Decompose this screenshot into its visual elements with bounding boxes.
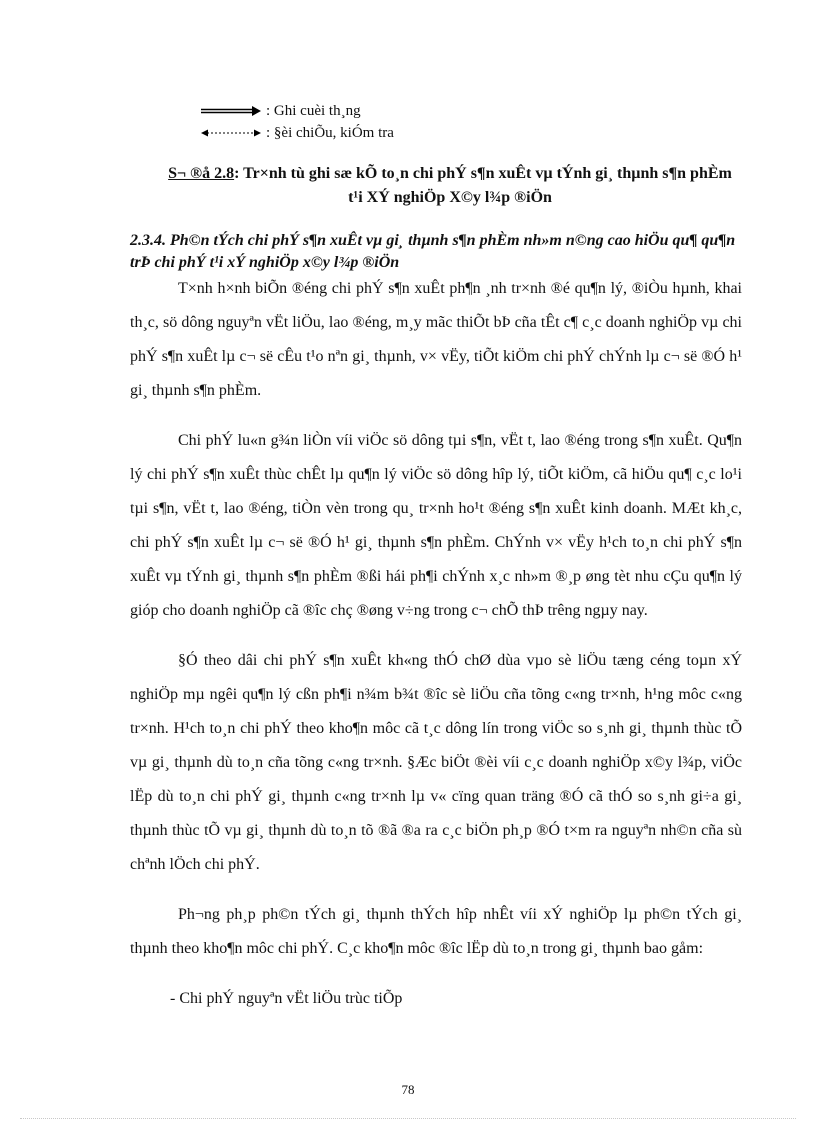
diagram-legend	[200, 100, 394, 144]
paragraph: Chi phÝ lu«n g¾n liÒn víi viÖc sö dông tµi s¶n, vËt t, lao ®éng trong s¶n xuÊt. Qu¶n lý chi phÝ s¶n xuÊt thùc chÊt lµ qu¶n lý viÖc sö dông hîp lý, tiÕt kiÖm, cã hiÖu qu¶ c¸c lo¹i tµi s¶n, vËt t, lao ®éng, tiÒn vèn trong qu¸ tr×nh ho¹t ®éng s¶n xuÊt kinh doanh. MÆt kh¸c, chi phÝ s¶n xuÊt lµ c¬ së ®Ó h¹ gi¸ thµnh s¶n phÈm. ChÝnh v× vËy h¹ch to¸n chi phÝ s¶n xuÊt vµ tÝnh gi¸ thµnh s¶n phÈm ®ßi hái ph¶i chÝnh x¸c nh»m ®¸p øng tèt nhu cÇu qu¶n lý gióp cho doanh nghiÖp cã ®îc chç ®øng v÷ng trong c¬ chÕ thÞ trêng ngµy nay.	[130, 432, 742, 619]
dotted-double-arrow-icon	[200, 127, 262, 139]
caption-text: : Tr×nh tù ghi sæ kÕ to¸n chi phÝ s¶n xuÊt vµ tÝnh gi¸ thµnh s¶n phÈm t¹i XÝ nghiÖp X©y l¾p ®iÖn	[234, 165, 732, 206]
paragraph: T×nh h×nh biÕn ®éng chi phÝ s¶n xuÊt ph¶n ¸nh tr×nh ®é qu¶n lý, ®iÒu hµnh, khai th¸c, sö dông nguyªn vËt liÖu, lao ®éng, m¸y mãc thiÕt bÞ cña tÊt c¶ c¸c doanh nghiÖp vµ chi phÝ s¶n xuÊt lµ c¬ së cÊu t¹o nªn gi¸ thµnh, v× vËy, tiÕt kiÖm chi phÝ chÝnh lµ c¬ së ®Ó h¹ gi¸ thµnh s¶n phÈm.	[130, 280, 742, 399]
solid-arrow-icon	[200, 105, 262, 117]
legend-label-reconcile: : §èi chiÕu, kiÓm tra	[266, 125, 394, 141]
caption-label: S¬ ®å 2.8	[168, 165, 235, 182]
legend-label-record: : Ghi cuèi th¸ng	[266, 103, 361, 119]
body-text	[130, 272, 742, 1016]
legend-row-reconcile	[200, 122, 394, 144]
legend-row-record	[200, 100, 394, 122]
diagram-caption	[160, 162, 740, 210]
page-number: 78	[401, 1082, 415, 1097]
paragraph: §Ó theo dâi chi phÝ s¶n xuÊt kh«ng thÓ chØ dùa vµo sè liÖu tæng céng toµn xÝ nghiÖp mµ ngêi qu¶n lý cßn ph¶i n¾m b¾t ®îc sè liÖu cña tõng c«ng tr×nh, h¹ng môc c«ng tr×nh. H¹ch to¸n chi phÝ theo kho¶n môc cã t¸c dông lín trong viÖc so s¸nh gi¸ thµnh thùc tÕ vµ gi¸ thµnh dù to¸n cña tõng c«ng tr×nh. §Æc biÖt ®èi víi c¸c doanh nghiÖp x©y l¾p, viÖc lËp dù to¸n chi phÝ gi¸ thµnh c«ng tr×nh lµ v« cïng quan träng ®Ó cã thÓ so s¸nh gi÷a gi¸ thµnh thùc tÕ vµ gi¸ thµnh dù to¸n tõ ®ã ®a ra c¸c biÖn ph¸p ®Ó t×m ra nguyªn nh©n cña sù chªnh lÖch chi phÝ.	[130, 652, 742, 873]
page-bottom-divider	[20, 1118, 796, 1119]
section-heading: 2.3.4. Ph©n tÝch chi phÝ s¶n xuÊt vµ gi¸ thµnh s¶n phÈm nh»m n©ng cao hiÖu qu¶ qu¶n trÞ chi phÝ t¹i xÝ nghiÖp x©y l¾p ®iÖn	[130, 232, 736, 271]
paragraph: Ph¬ng ph¸p ph©n tÝch gi¸ thµnh thÝch hîp nhÊt víi xÝ nghiÖp lµ ph©n tÝch gi¸ thµnh theo kho¶n môc chi phÝ. C¸c kho¶n môc ®îc lËp dù to¸n trong gi¸ thµnh bao gåm:	[130, 906, 742, 957]
list-item: - Chi phÝ nguyªn vËt liÖu trùc tiÕp	[170, 990, 403, 1007]
